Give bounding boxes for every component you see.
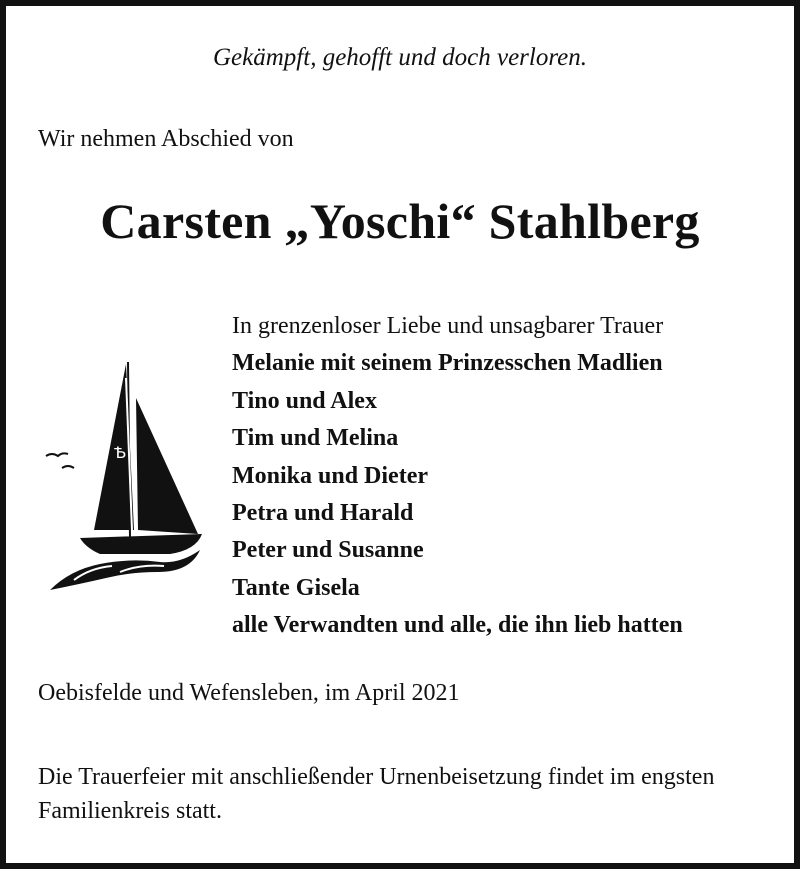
mourner-line: Monika und Dieter <box>232 462 429 489</box>
sailboat-icon <box>40 358 206 596</box>
ceremony-note: Die Trauerfeier mit anschließender Urnenbeisetzung findet im engsten Familienkreis statt. <box>38 764 715 824</box>
mourners-block <box>232 308 683 645</box>
intro-text: Wir nehmen Abschied von <box>38 126 294 152</box>
mourner-line: Tino und Alex <box>232 387 377 414</box>
svg-text:Ѣ: Ѣ <box>114 443 127 462</box>
mourner-line: Petra und Harald <box>232 500 414 527</box>
mourner-line: Tante Gisela <box>232 574 360 601</box>
place-and-date: Oebisfelde und Wefensleben, im April 2021 <box>38 680 460 706</box>
deceased-name: Carsten „Yoschi“ Stahlberg <box>100 193 700 249</box>
mourners-lead: In grenzenloser Liebe und unsagbarer Trauer <box>232 313 664 339</box>
mourner-line: Melanie mit seinem Prinzesschen Madlien <box>232 350 663 377</box>
mourner-line: Tim und Melina <box>232 425 399 452</box>
motto: Gekämpft, gehofft und doch verloren. <box>213 44 587 71</box>
mourner-line: Peter und Susanne <box>232 537 424 564</box>
mourner-line: alle Verwandten und alle, die ihn lieb hatten <box>232 612 683 639</box>
